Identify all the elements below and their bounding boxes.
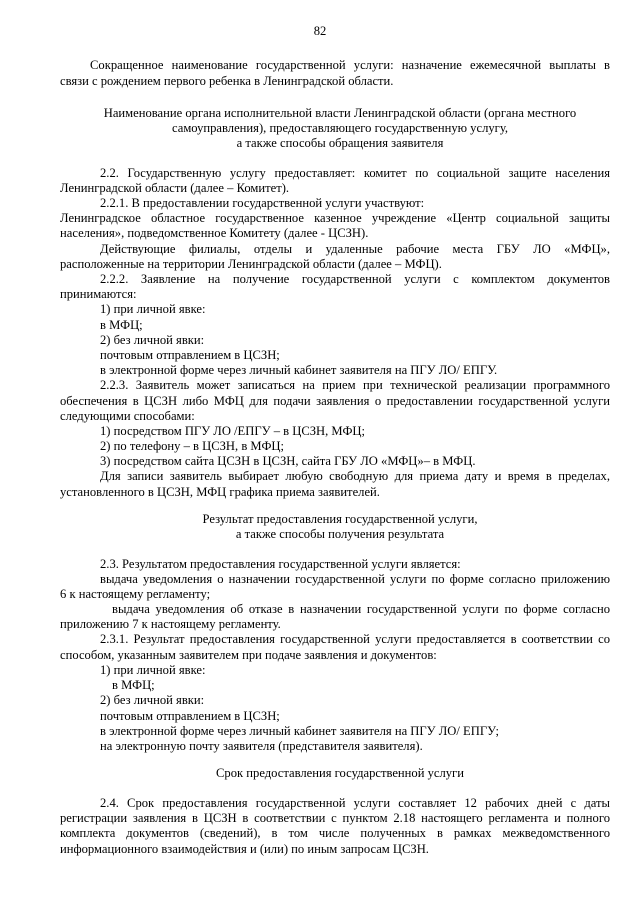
paragraph-line: способом, указанным заявителем при подаче заявления и документов: xyxy=(60,648,437,662)
paragraph-line: Для записи заявитель выбирает любую свободную для приема дату и время в пределах, xyxy=(100,469,610,483)
intro-line: связи с рождением первого ребенка в Ленинградской области. xyxy=(60,74,394,88)
paragraph-line: установленного в ЦСЗН, МФЦ графика приема заявителей. xyxy=(60,485,380,499)
paragraph-line: выдача уведомления о назначении государственной услуги по форме согласно приложению xyxy=(100,572,610,586)
paragraph-line: 2.2. Государственную услугу предоставляет: комитет по социальной защите населения xyxy=(100,166,610,180)
intro-line: Сокращенное наименование государственной услуги: назначение ежемесячной выплаты в xyxy=(90,58,610,72)
paragraph-line: выдача уведомления об отказе в назначении государственной услуги по форме согласно xyxy=(112,602,610,616)
paragraph-line: обеспечения в ЦСЗН либо МФЦ для подачи заявления о предоставлении государственной услуги xyxy=(60,394,610,408)
list-item: в электронной форме через личный кабинет заявителя на ПГУ ЛО/ ЕПГУ; xyxy=(100,724,500,738)
paragraph-line: информационного взаимодействия и (или) по иным запросам ЦСЗН. xyxy=(60,842,429,856)
list-item: 2) по телефону – в ЦСЗН, в МФЦ; xyxy=(100,439,284,453)
list-item: на электронную почту заявителя (представителя заявителя). xyxy=(100,739,423,753)
list-item: в МФЦ; xyxy=(112,678,155,692)
list-item: почтовым отправлением в ЦСЗН; xyxy=(100,709,280,723)
paragraph-line: 2.2.2. Заявление на получение государственной услуги с комплектом документов xyxy=(100,272,610,286)
page-number: 82 xyxy=(313,24,327,38)
paragraph-line: 2.2.1. В предоставлении государственной услуги участвуют: xyxy=(100,196,425,210)
list-item: в электронной форме через личный кабинет заявителя на ПГУ ЛО/ ЕПГУ. xyxy=(100,363,498,377)
paragraph-line: приложению 7 к настоящему регламенту. xyxy=(60,617,281,631)
section-heading: Срок предоставления государственной услуги xyxy=(216,766,464,780)
paragraph-line: регистрации заявления в ЦСЗН в соответствии с пунктом 2.18 настоящего регламента и полного xyxy=(60,811,610,825)
section-heading: Наименование органа исполнительной власти Ленинградской области (органа местного xyxy=(103,106,577,120)
list-item: в МФЦ; xyxy=(100,318,143,332)
section-heading: а также способы получения результата xyxy=(235,527,445,541)
paragraph-line: населения», подведомственное Комитету (далее - ЦСЗН). xyxy=(60,226,369,240)
list-item: 1) посредством ПГУ ЛО /ЕПГУ – в ЦСЗН, МФЦ; xyxy=(100,424,366,438)
paragraph-line: Действующие филиалы, отделы и удаленные рабочие места ГБУ ЛО «МФЦ», xyxy=(100,242,610,256)
section-heading: Результат предоставления государственной услуги, xyxy=(202,512,478,526)
list-item: почтовым отправлением в ЦСЗН; xyxy=(100,348,280,362)
list-item: 3) посредством сайта ЦСЗН в ЦСЗН, сайта ГБУ ЛО «МФЦ»– в МФЦ. xyxy=(100,454,476,468)
paragraph-line: 2.3. Результатом предоставления государственной услуги является: xyxy=(100,557,461,571)
paragraph-line: 2.2.3. Заявитель может записаться на прием при технической реализации программного xyxy=(100,378,610,392)
list-item: 1) при личной явке: xyxy=(100,302,206,316)
list-item: 2) без личной явки: xyxy=(100,693,205,707)
paragraph-line: Ленинградской области (далее – Комитет). xyxy=(60,181,290,195)
list-item: 1) при личной явке: xyxy=(100,663,206,677)
paragraph-line: принимаются: xyxy=(60,287,137,301)
paragraph-line: расположенные на территории Ленинградской области (далее – МФЦ). xyxy=(60,257,442,271)
paragraph-line: 6 к настоящему регламенту; xyxy=(60,587,211,601)
paragraph-line: следующими способами: xyxy=(60,409,195,423)
section-heading: самоуправления), предоставляющего государственную услугу, xyxy=(171,121,508,135)
paragraph-line: Ленинградское областное государственное казенное учреждение «Центр социальной защиты xyxy=(60,211,610,225)
paragraph-line: 2.3.1. Результат предоставления государственной услуги предоставляется в соответствии со xyxy=(100,632,610,646)
paragraph-line: комплекта документов (сведений), в том числе полученных в рамках межведомственного xyxy=(60,826,610,840)
list-item: 2) без личной явки: xyxy=(100,333,205,347)
section-heading: а также способы обращения заявителя xyxy=(236,136,444,150)
paragraph-line: 2.4. Срок предоставления государственной услуги составляет 12 рабочих дней с даты xyxy=(100,796,610,810)
